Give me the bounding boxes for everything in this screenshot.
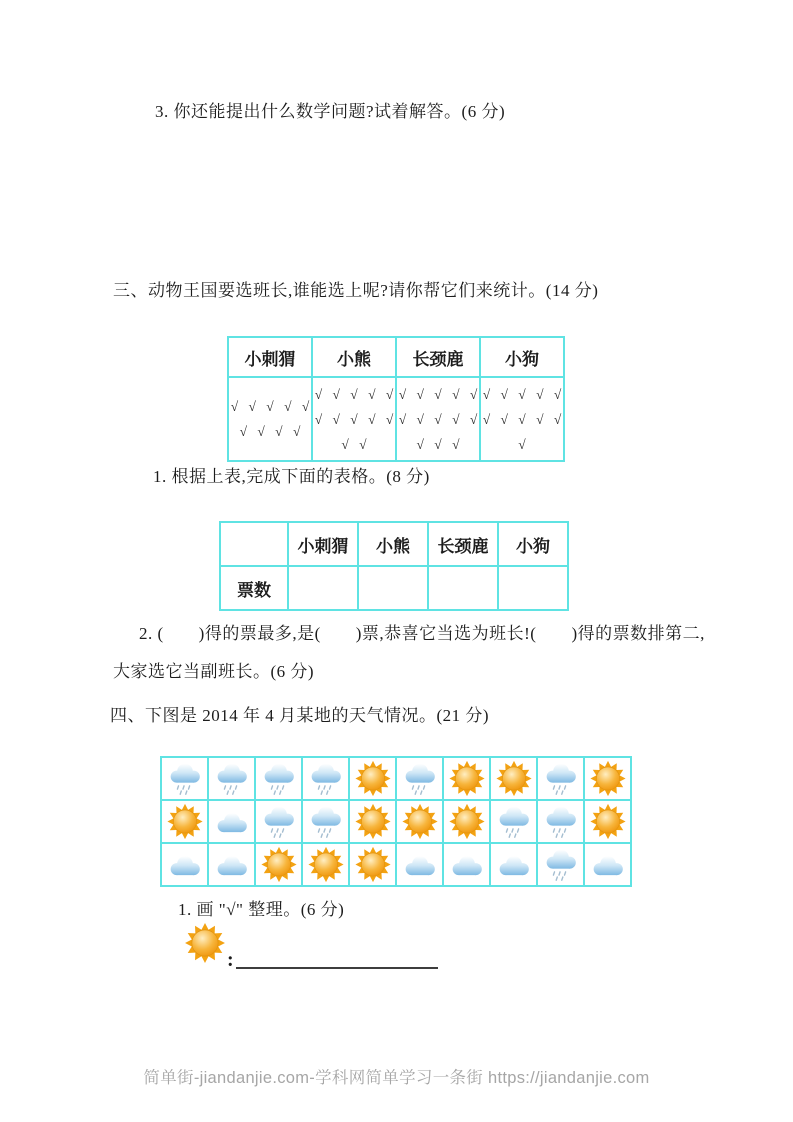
weather-cell-rain bbox=[161, 757, 208, 800]
tally-cell-2 bbox=[396, 377, 480, 461]
tally-line: √ √ √ √ √ bbox=[230, 399, 310, 414]
sun-icon bbox=[306, 846, 346, 883]
weather-cell-rain bbox=[537, 843, 584, 886]
tally-line: √ √ √ √ √ bbox=[314, 411, 394, 427]
rain-icon bbox=[212, 760, 252, 797]
weather-cell-sun bbox=[443, 757, 490, 800]
count-value-cell-1 bbox=[358, 566, 428, 610]
subquestion-2-line2: 大家选它当副班长。(6 分) bbox=[113, 662, 315, 681]
subquestion-1-text: 1. 根据上表,完成下面的表格。(8 分) bbox=[153, 467, 430, 486]
sun-icon bbox=[447, 760, 487, 797]
tally-line: √ √ √ √ √ bbox=[398, 386, 478, 402]
rain-icon bbox=[541, 803, 581, 840]
tally-cell-1 bbox=[312, 377, 396, 461]
tally-body-row bbox=[228, 377, 564, 461]
tally-line: √ √ bbox=[341, 436, 367, 452]
tally-cell-0 bbox=[228, 377, 312, 461]
count-value-cell-0 bbox=[288, 566, 358, 610]
weather-cell-sun bbox=[161, 800, 208, 843]
weather-row-0 bbox=[161, 757, 631, 800]
sun-icon bbox=[353, 803, 393, 840]
rain-icon bbox=[259, 760, 299, 797]
sun-icon bbox=[400, 803, 440, 840]
count-header-0: 小刺猬 bbox=[288, 522, 358, 566]
rain-icon bbox=[400, 760, 440, 797]
sun-answer-row bbox=[183, 922, 438, 969]
sun-icon bbox=[447, 803, 487, 840]
weather-cell-rain bbox=[255, 757, 302, 800]
tally-line: √ √ √ √ √ bbox=[482, 411, 562, 427]
weather-cell-cloud bbox=[208, 843, 255, 886]
tally-line: √ √ √ √ bbox=[239, 424, 301, 439]
weather-cell-rain bbox=[302, 800, 349, 843]
sun-icon bbox=[353, 846, 393, 883]
sun-icon bbox=[259, 846, 299, 883]
weather-cell-rain bbox=[537, 800, 584, 843]
weather-cell-cloud bbox=[584, 843, 631, 886]
subquestion-2-line1: 2. ( )得的票最多,是( )票,恭喜它当选为班长!( )得的票数排第二, bbox=[139, 624, 705, 643]
rain-icon bbox=[306, 760, 346, 797]
tally-header-1: 小熊 bbox=[312, 337, 396, 377]
sun-icon bbox=[353, 760, 393, 797]
weather-cell-rain bbox=[396, 757, 443, 800]
count-row-label: 票数 bbox=[220, 566, 288, 610]
tally-cell-3 bbox=[480, 377, 564, 461]
question-3-text: 3. 你还能提出什么数学问题?试着解答。(6 分) bbox=[155, 102, 506, 121]
weather-grid bbox=[160, 756, 632, 887]
weather-cell-sun bbox=[396, 800, 443, 843]
cloud-icon bbox=[588, 846, 628, 883]
weather-cell-cloud bbox=[208, 800, 255, 843]
sun-icon bbox=[588, 760, 628, 797]
weather-cell-rain bbox=[255, 800, 302, 843]
weather-cell-sun bbox=[443, 800, 490, 843]
count-corner-cell bbox=[220, 522, 288, 566]
weather-cell-sun bbox=[349, 757, 396, 800]
tally-line: √ √ √ √ √ bbox=[482, 386, 562, 402]
sun-icon bbox=[183, 922, 227, 964]
weather-cell-sun bbox=[490, 757, 537, 800]
tally-header-3: 小狗 bbox=[480, 337, 564, 377]
cloud-icon bbox=[447, 846, 487, 883]
weather-cell-rain bbox=[490, 800, 537, 843]
section-4-title: 四、下图是 2014 年 4 月某地的天气情况。(21 分) bbox=[110, 706, 490, 725]
weather-row-2 bbox=[161, 843, 631, 886]
vote-count-table bbox=[219, 521, 569, 611]
weather-row-1 bbox=[161, 800, 631, 843]
tally-line: √ √ √ bbox=[416, 436, 460, 452]
tally-line: √ √ √ √ √ bbox=[314, 386, 394, 402]
cloud-icon bbox=[212, 846, 252, 883]
count-header-row bbox=[220, 522, 568, 566]
weather-cell-rain bbox=[537, 757, 584, 800]
rain-icon bbox=[541, 846, 581, 883]
tally-header-row bbox=[228, 337, 564, 377]
rain-icon bbox=[494, 803, 534, 840]
sun-answer-colon: : bbox=[227, 949, 234, 971]
weather-cell-sun bbox=[584, 800, 631, 843]
sun-icon bbox=[183, 922, 227, 969]
cloud-icon bbox=[494, 846, 534, 883]
cloud-icon bbox=[165, 846, 205, 883]
weather-cell-sun bbox=[349, 843, 396, 886]
weather-cell-cloud bbox=[490, 843, 537, 886]
sun-icon bbox=[588, 803, 628, 840]
cloud-icon bbox=[400, 846, 440, 883]
answer-blank-line bbox=[236, 937, 438, 969]
weather-cell-sun bbox=[255, 843, 302, 886]
tally-line: √ √ √ √ √ bbox=[398, 411, 478, 427]
sun-icon bbox=[494, 760, 534, 797]
tally-header-2: 长颈鹿 bbox=[396, 337, 480, 377]
tally-header-0: 小刺猬 bbox=[228, 337, 312, 377]
cloud-icon bbox=[212, 803, 252, 840]
section-3-title: 三、动物王国要选班长,谁能选上呢?请你帮它们来统计。(14 分) bbox=[113, 281, 599, 300]
weather-cell-cloud bbox=[443, 843, 490, 886]
vote-tally-table bbox=[227, 336, 565, 462]
sun-icon bbox=[165, 803, 205, 840]
rain-icon bbox=[259, 803, 299, 840]
weather-cell-sun bbox=[584, 757, 631, 800]
subquestion-4-1-text: 1. 画 "√" 整理。(6 分) bbox=[178, 900, 345, 919]
weather-cell-cloud bbox=[396, 843, 443, 886]
rain-icon bbox=[306, 803, 346, 840]
tally-line: √ bbox=[518, 436, 526, 452]
footer-watermark: 简单街-jiandanjie.com-学科网简单学习一条街 https://jiandanjie.com bbox=[143, 1069, 650, 1087]
count-header-3: 小狗 bbox=[498, 522, 568, 566]
weather-cell-cloud bbox=[161, 843, 208, 886]
count-value-cell-3 bbox=[498, 566, 568, 610]
weather-cell-sun bbox=[349, 800, 396, 843]
rain-icon bbox=[165, 760, 205, 797]
count-header-1: 小熊 bbox=[358, 522, 428, 566]
weather-cell-rain bbox=[208, 757, 255, 800]
count-header-2: 长颈鹿 bbox=[428, 522, 498, 566]
count-value-cell-2 bbox=[428, 566, 498, 610]
weather-cell-rain bbox=[302, 757, 349, 800]
count-body-row bbox=[220, 566, 568, 610]
weather-cell-sun bbox=[302, 843, 349, 886]
rain-icon bbox=[541, 760, 581, 797]
